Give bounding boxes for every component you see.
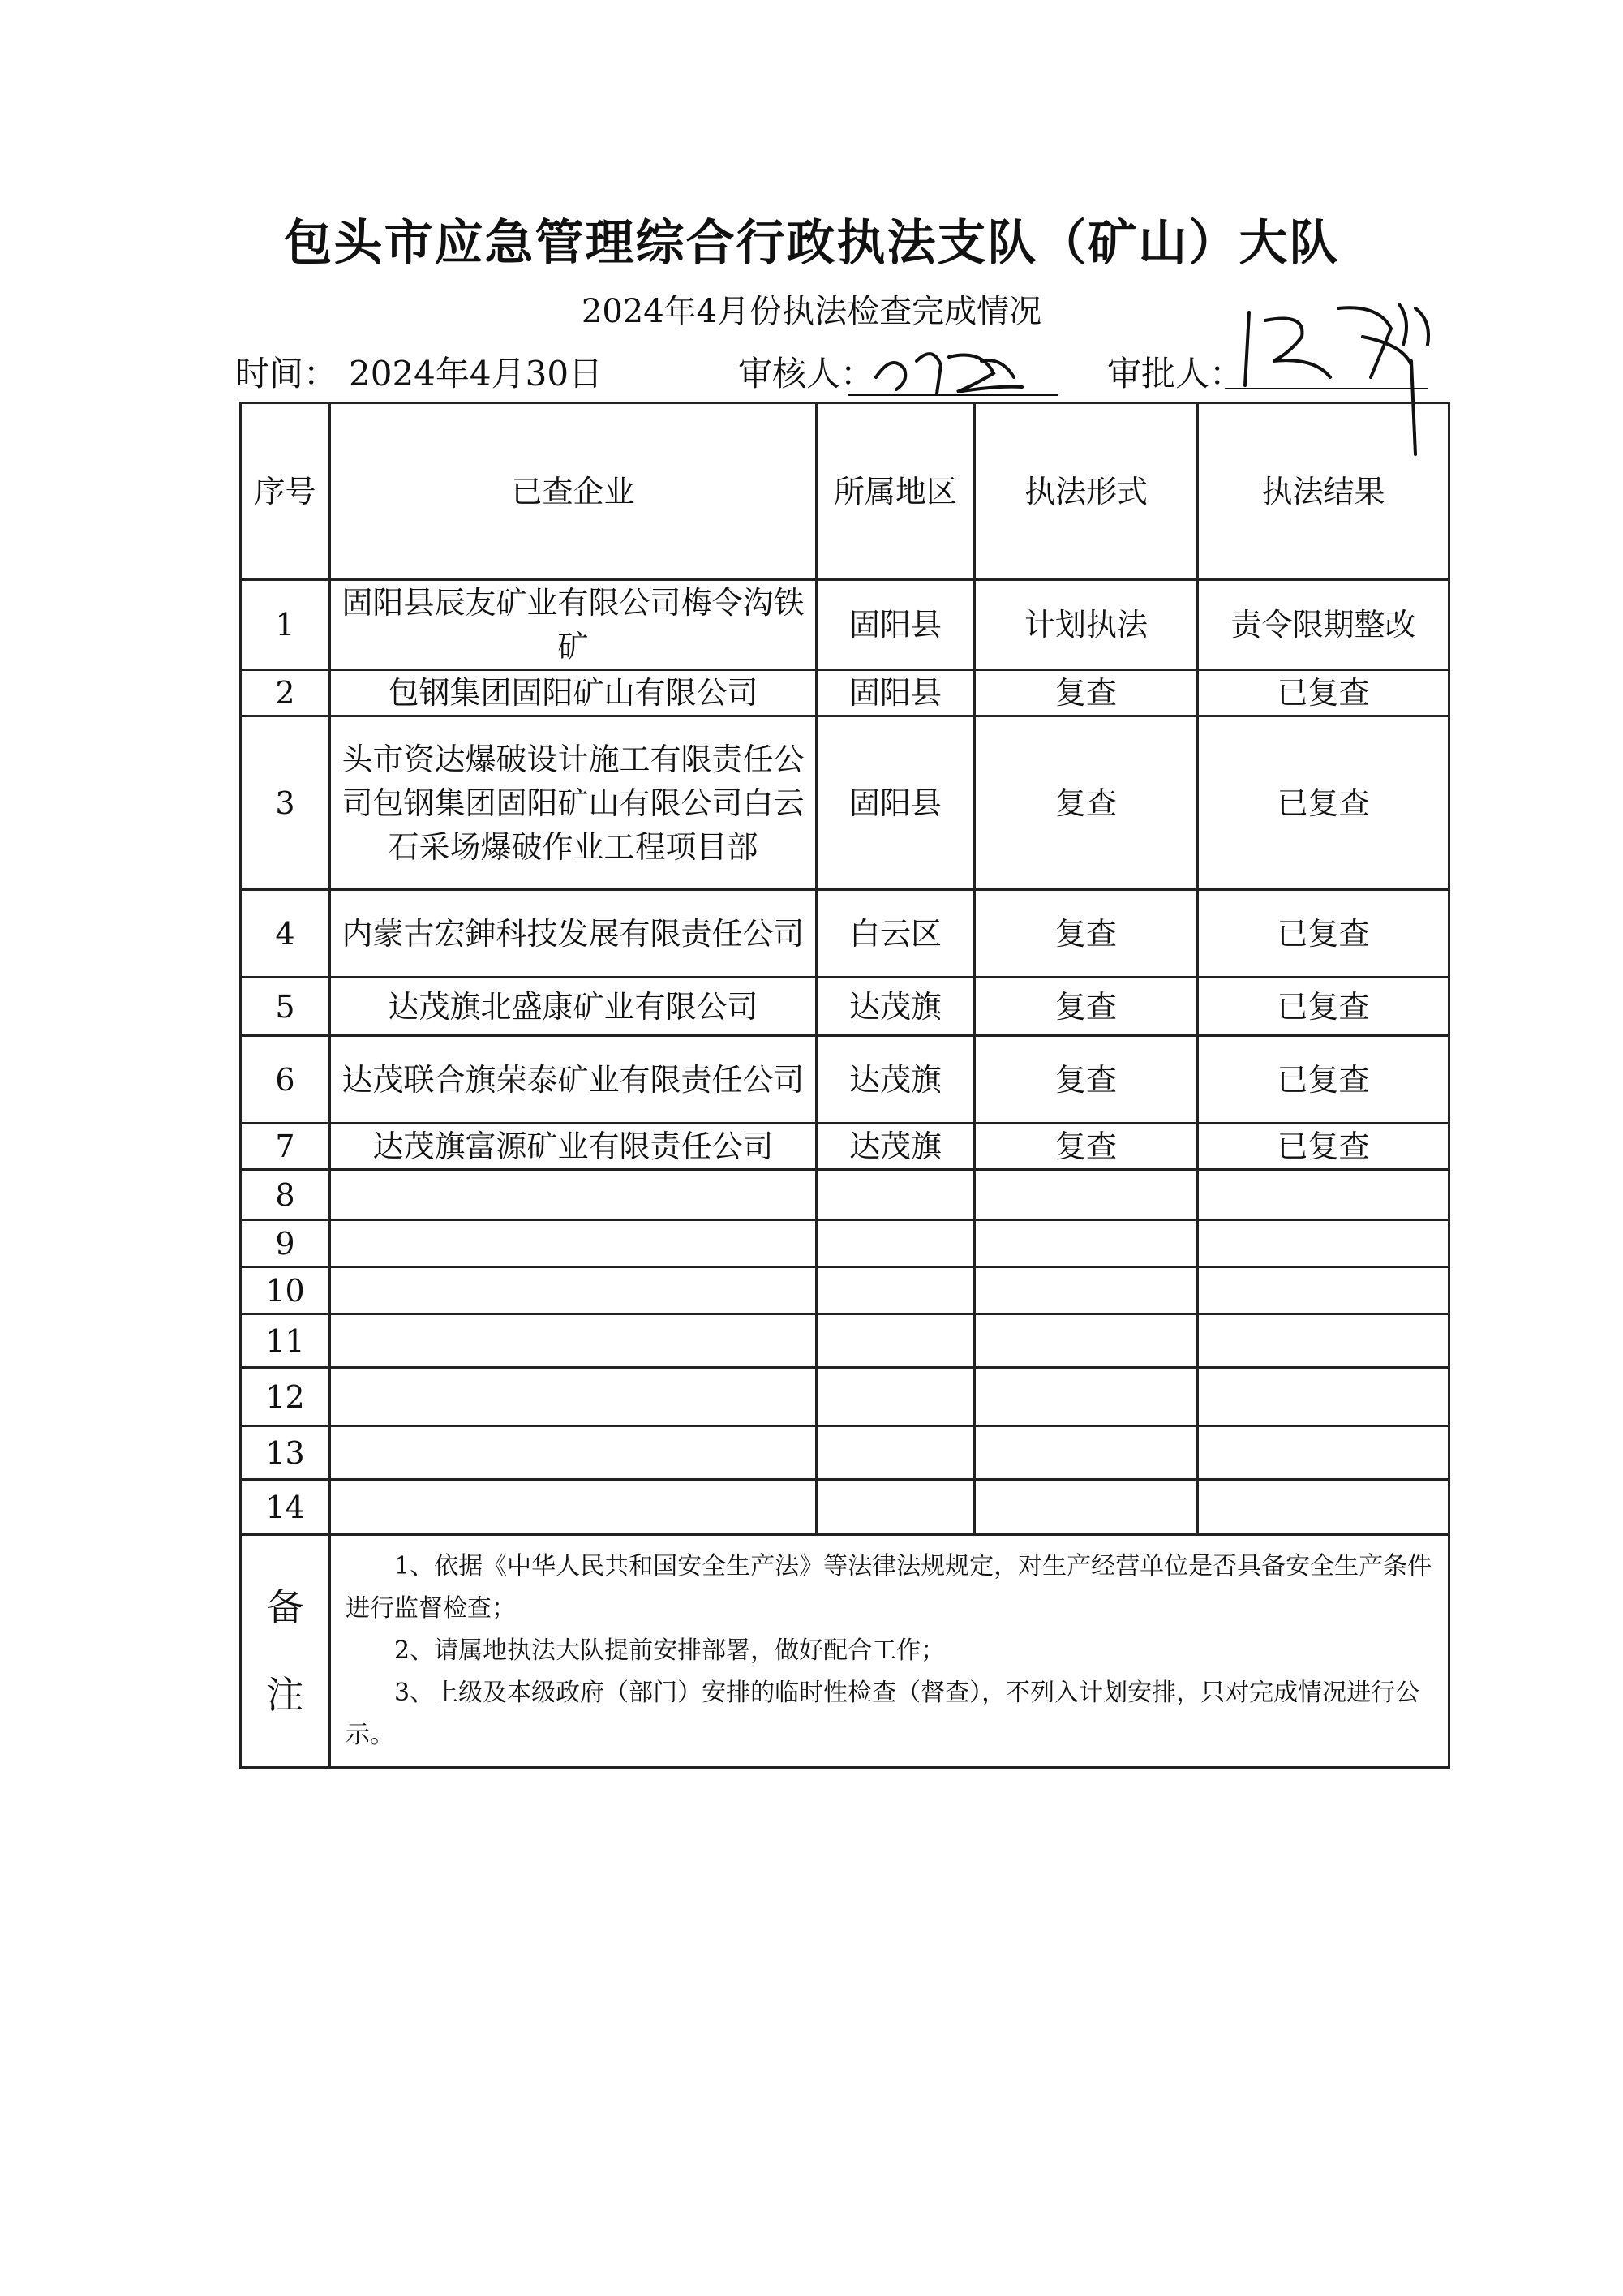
table-row (241, 1368, 1449, 1426)
table-row (241, 1124, 1449, 1170)
enforcement-result: 已复查 (1198, 716, 1449, 890)
row-number: 4 (241, 890, 330, 978)
company-name: 固阳县辰友矿业有限公司梅令沟铁矿 (330, 580, 817, 670)
enforcement-result: 已复查 (1198, 890, 1449, 978)
table-row (241, 1314, 1449, 1368)
enforcement-result (1198, 1314, 1449, 1368)
inspection-table (239, 402, 1450, 1769)
enforcement-form: 复查 (975, 716, 1198, 890)
row-number: 9 (241, 1220, 330, 1267)
enforcement-result (1198, 1480, 1449, 1535)
table-row (241, 1480, 1449, 1535)
region: 固阳县 (817, 670, 975, 716)
approver-label: 审批人： (1107, 354, 1244, 393)
company-name (330, 1480, 817, 1535)
header-company: 已查企业 (330, 403, 817, 580)
time-value: 2024年4月30日 (349, 354, 603, 393)
row-number: 5 (241, 978, 330, 1036)
company-name (330, 1314, 817, 1368)
enforcement-form: 复查 (975, 1124, 1198, 1170)
company-name (330, 1267, 817, 1314)
remark-item: 3、上级及本级政府（部门）安排的临时性检查（督查），不列入计划安排，只对完成情况进行公示。 (346, 1679, 1420, 1749)
company-name (330, 1220, 817, 1267)
region (817, 1480, 975, 1535)
enforcement-form: 复查 (975, 978, 1198, 1036)
company-name: 达茂旗北盛康矿业有限公司 (330, 978, 817, 1036)
remark-item: 1、依据《中华人民共和国安全生产法》等法律法规规定，对生产经营单位是否具备安全生产条件进行监督检查； (346, 1552, 1432, 1623)
company-name (330, 1368, 817, 1426)
region (817, 1368, 975, 1426)
region: 达茂旗 (817, 1124, 975, 1170)
enforcement-form (975, 1170, 1198, 1220)
table-row (241, 1267, 1449, 1314)
enforcement-form (975, 1368, 1198, 1426)
company-name (330, 1426, 817, 1480)
enforcement-form (975, 1314, 1198, 1368)
table-row (241, 978, 1449, 1036)
row-number: 10 (241, 1267, 330, 1314)
row-number: 6 (241, 1036, 330, 1124)
header-region: 所属地区 (817, 403, 975, 580)
region (817, 1220, 975, 1267)
region (817, 1170, 975, 1220)
table-row (241, 1036, 1449, 1124)
enforcement-result: 责令限期整改 (1198, 580, 1449, 670)
enforcement-form: 复查 (975, 890, 1198, 978)
company-name: 头市资达爆破设计施工有限责任公司包钢集团固阳矿山有限公司白云石采场爆破作业工程项目部 (330, 716, 817, 890)
table-row (241, 716, 1449, 890)
region: 达茂旗 (817, 1036, 975, 1124)
region: 固阳县 (817, 580, 975, 670)
header-seq: 序号 (241, 403, 330, 580)
enforcement-result: 已复查 (1198, 1124, 1449, 1170)
header-result: 执法结果 (1198, 403, 1449, 580)
enforcement-result (1198, 1426, 1449, 1480)
remark-item: 2、请属地执法大队提前安排部署，做好配合工作； (394, 1636, 946, 1665)
enforcement-result: 已复查 (1198, 670, 1449, 716)
table-row (241, 890, 1449, 978)
table-header-row (241, 403, 1449, 580)
enforcement-result (1198, 1368, 1449, 1426)
enforcement-result: 已复查 (1198, 978, 1449, 1036)
table-row (241, 1220, 1449, 1267)
row-number: 8 (241, 1170, 330, 1220)
enforcement-form: 复查 (975, 670, 1198, 716)
row-number: 1 (241, 580, 330, 670)
region (817, 1314, 975, 1368)
enforcement-result (1198, 1170, 1449, 1220)
enforcement-form (975, 1426, 1198, 1480)
remarks-content (330, 1535, 1449, 1768)
region (817, 1426, 975, 1480)
time-label: 时间： (235, 354, 338, 393)
region: 固阳县 (817, 716, 975, 890)
region: 白云区 (817, 890, 975, 978)
row-number: 11 (241, 1314, 330, 1368)
enforcement-form (975, 1220, 1198, 1267)
enforcement-result (1198, 1220, 1449, 1267)
company-name (330, 1170, 817, 1220)
enforcement-form: 复查 (975, 1036, 1198, 1124)
company-name: 达茂联合旗荣泰矿业有限责任公司 (330, 1036, 817, 1124)
enforcement-form (975, 1267, 1198, 1314)
row-number: 14 (241, 1480, 330, 1535)
page-subtitle: 2024年4月份执法检查完成情况 (581, 293, 1042, 330)
remarks-row (241, 1535, 1449, 1768)
table-row (241, 580, 1449, 670)
company-name: 包钢集团固阳矿山有限公司 (330, 670, 817, 716)
region: 达茂旗 (817, 978, 975, 1036)
header-form: 执法形式 (975, 403, 1198, 580)
table-row (241, 670, 1449, 716)
enforcement-form (975, 1480, 1198, 1535)
table-row (241, 1170, 1449, 1220)
table-row (241, 1426, 1449, 1480)
row-number: 13 (241, 1426, 330, 1480)
row-number: 3 (241, 716, 330, 890)
row-number: 12 (241, 1368, 330, 1426)
company-name: 内蒙古宏鉮科技发展有限责任公司 (330, 890, 817, 978)
page-title: 包头市应急管理综合行政执法支队（矿山）大队 (283, 215, 1340, 272)
enforcement-result (1198, 1267, 1449, 1314)
enforcement-form: 计划执法 (975, 580, 1198, 670)
enforcement-result: 已复查 (1198, 1036, 1449, 1124)
company-name: 达茂旗富源矿业有限责任公司 (330, 1124, 817, 1170)
row-number: 2 (241, 670, 330, 716)
region (817, 1267, 975, 1314)
row-number: 7 (241, 1124, 330, 1170)
reviewer-signature (860, 329, 1063, 402)
remarks-label: 备注 (241, 1535, 330, 1768)
reviewer-label: 审核人： (738, 354, 875, 393)
